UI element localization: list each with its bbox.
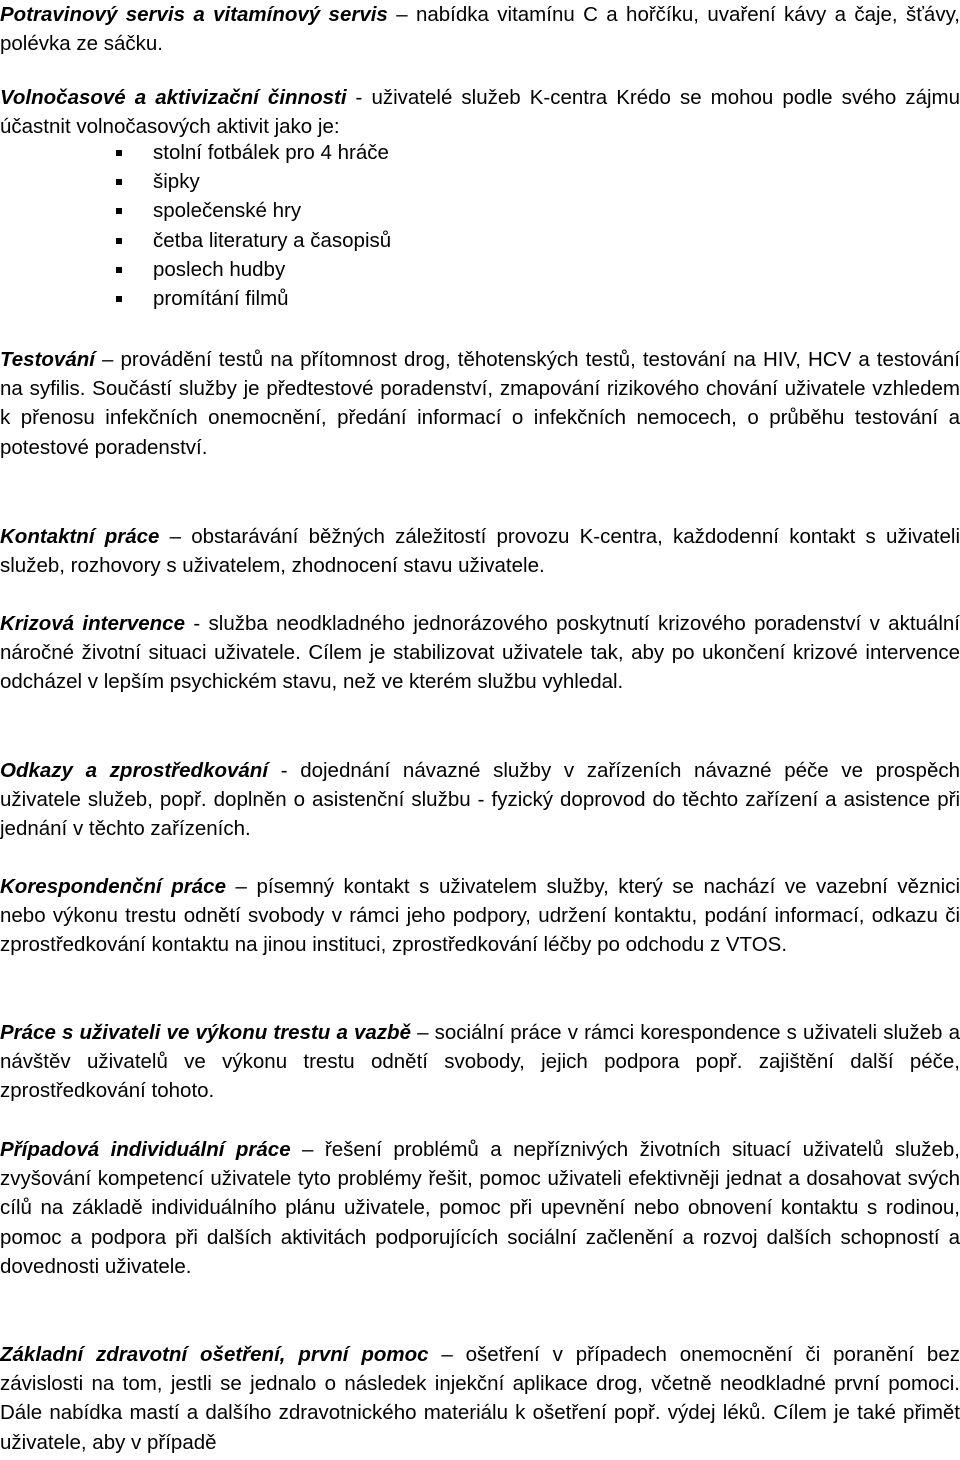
term-heading: Potravinový servis a vitamínový servis <box>0 3 388 26</box>
term-heading: Kontaktní práce <box>0 525 160 548</box>
paragraph-text: uživatelé služeb K-centra Krédo se mohou podle svého zájmu účastnit volnočasových aktivit jako je: <box>0 86 960 139</box>
list-item <box>0 284 391 313</box>
paragraph-text: dojednání návazné služby v zařízeních návazné péče ve prospěch uživatele služeb, popř. doplněn o asistenční službu - fyzický doprovod do těchto zařízení a asistence při jednání v těchto zařízeních. <box>0 759 960 841</box>
paragraph-text: písemný kontakt s uživatelem služby, který se nachází ve vazební věznici nebo výkonu trestu odnětí svobody v rámci jeho podpory, udržení kontaktu, podání informací, odkazu či zprostředkování kontaktu na jinou instituci, zprostředkování léčby po odchodu z VTOS. <box>0 875 960 957</box>
term-separator: – <box>387 3 416 26</box>
list-item-text: stolní fotbálek pro 4 hráče <box>153 141 389 164</box>
paragraph-text: obstarávání běžných záležitostí provozu K-centra, každodenní kontakt s uživateli služeb, rozhovory s uživatelem, zhodnocení stavu uživatele. <box>0 525 960 578</box>
paragraph-text: sociální práce v rámci korespondence s uživateli služeb a návštěv uživatelů ve výkonu trestu odnětí svobody, jejich podpora popř. zajištění další péče, zprostředkování tohoto. <box>0 1021 960 1103</box>
term-heading: Odkazy a zprostředkování <box>0 759 269 782</box>
term-heading: Případová individuální práce <box>0 1138 291 1161</box>
square-bullet-icon <box>116 238 122 244</box>
list-item <box>0 226 391 255</box>
activities-list <box>0 138 391 313</box>
paragraph-pripadova-prace <box>0 1135 960 1281</box>
square-bullet-icon <box>116 208 122 214</box>
list-item <box>0 196 391 225</box>
paragraph-kontaktni-prace <box>0 522 960 580</box>
term-heading: Korespondenční práce <box>0 875 226 898</box>
term-heading: Volnočasové a aktivizační činnosti <box>0 86 347 109</box>
paragraph-potravinovy-servis <box>0 0 960 58</box>
paragraph-krizova-intervence <box>0 609 960 697</box>
square-bullet-icon <box>116 267 122 273</box>
list-item-text: četba literatury a časopisů <box>153 228 392 252</box>
term-separator: - <box>268 759 301 782</box>
list-item <box>0 167 391 196</box>
list-item <box>0 255 391 284</box>
term-separator: – <box>428 1343 466 1366</box>
list-item-text: šipky <box>153 170 200 194</box>
term-separator: – <box>226 875 257 898</box>
term-separator: - <box>346 86 372 109</box>
square-bullet-icon <box>116 150 122 156</box>
term-separator: – <box>94 348 121 371</box>
paragraph-text: služba neodkladného jednorázového poskytnutí krizového poradenství v aktuální náročné životní situaci uživatele. Cílem je stabilizovat uživatele tak, aby po ukončení krizové intervence odcházel v lepším psychickém stavu, než ve kterém službu vyhledal. <box>0 612 960 694</box>
term-separator: – <box>159 525 192 548</box>
paragraph-text: provádění testů na přítomnost drog, těhotenských testů, testování na HIV, HCV a testování na syfilis. Součástí služby je předtestové poradenství, zmapování rizikového chování uživatele vzhledem k přenosu infekčních onemocnění, předání informací o infekčních nemocech, o průběhu testování a potestové poradenství. <box>0 348 960 459</box>
term-heading: Krizová intervence <box>0 612 185 635</box>
term-heading: Práce s uživateli ve výkonu trestu a vazbě <box>0 1021 411 1044</box>
term-separator: - <box>184 612 209 635</box>
paragraph-text: nabídka vitamínu C a hořčíku, uvaření kávy a čaje, šťávy, polévka ze sáčku. <box>0 3 960 56</box>
term-separator: – <box>290 1138 325 1161</box>
list-item <box>0 138 391 167</box>
paragraph-zdravotni-osetreni <box>0 1340 960 1457</box>
paragraph-prace-vykon-trestu <box>0 1018 960 1106</box>
term-heading: Základní zdravotní ošetření, první pomoc <box>0 1343 429 1366</box>
square-bullet-icon <box>116 296 122 302</box>
paragraph-korespondencni-prace <box>0 872 960 960</box>
paragraph-odkazy-zprostredkovani <box>0 756 960 844</box>
list-item-text: poslech hudby <box>153 257 286 281</box>
term-separator: – <box>410 1021 435 1044</box>
paragraph-volnocasove-cinnosti <box>0 83 960 141</box>
list-item-text: promítání filmů <box>153 286 289 310</box>
term-heading: Testování <box>0 348 95 371</box>
paragraph-text: řešení problémů a nepříznivých životních situací uživatelů služeb, zvyšování kompetencí uživatele tyto problémy řešit, pomoc uživateli efektivněji jednat a dosahovat svých cílů na základě individuálního plánu uživatele, pomoc při upevnění nebo obnovení kontaktu s rodinou, pomoc a podpora při dalších aktivitách podporujících sociální začlenění a rozvoj dalších schopností a dovednosti uživatele. <box>0 1138 960 1278</box>
list-item-text: společenské hry <box>153 199 302 223</box>
paragraph-text: ošetření v případech onemocnění či poranění bez závislosti na tom, jestli se jednalo o následek injekční aplikace drog, včetně neodkladné první pomoci. Dále nabídka mastí a dalšího zdravotnického materiálu k ošetření popř. výdej léků. Cílem je také přimět uživatele, aby v případě <box>0 1343 960 1454</box>
paragraph-testovani <box>0 345 960 462</box>
square-bullet-icon <box>116 179 122 185</box>
